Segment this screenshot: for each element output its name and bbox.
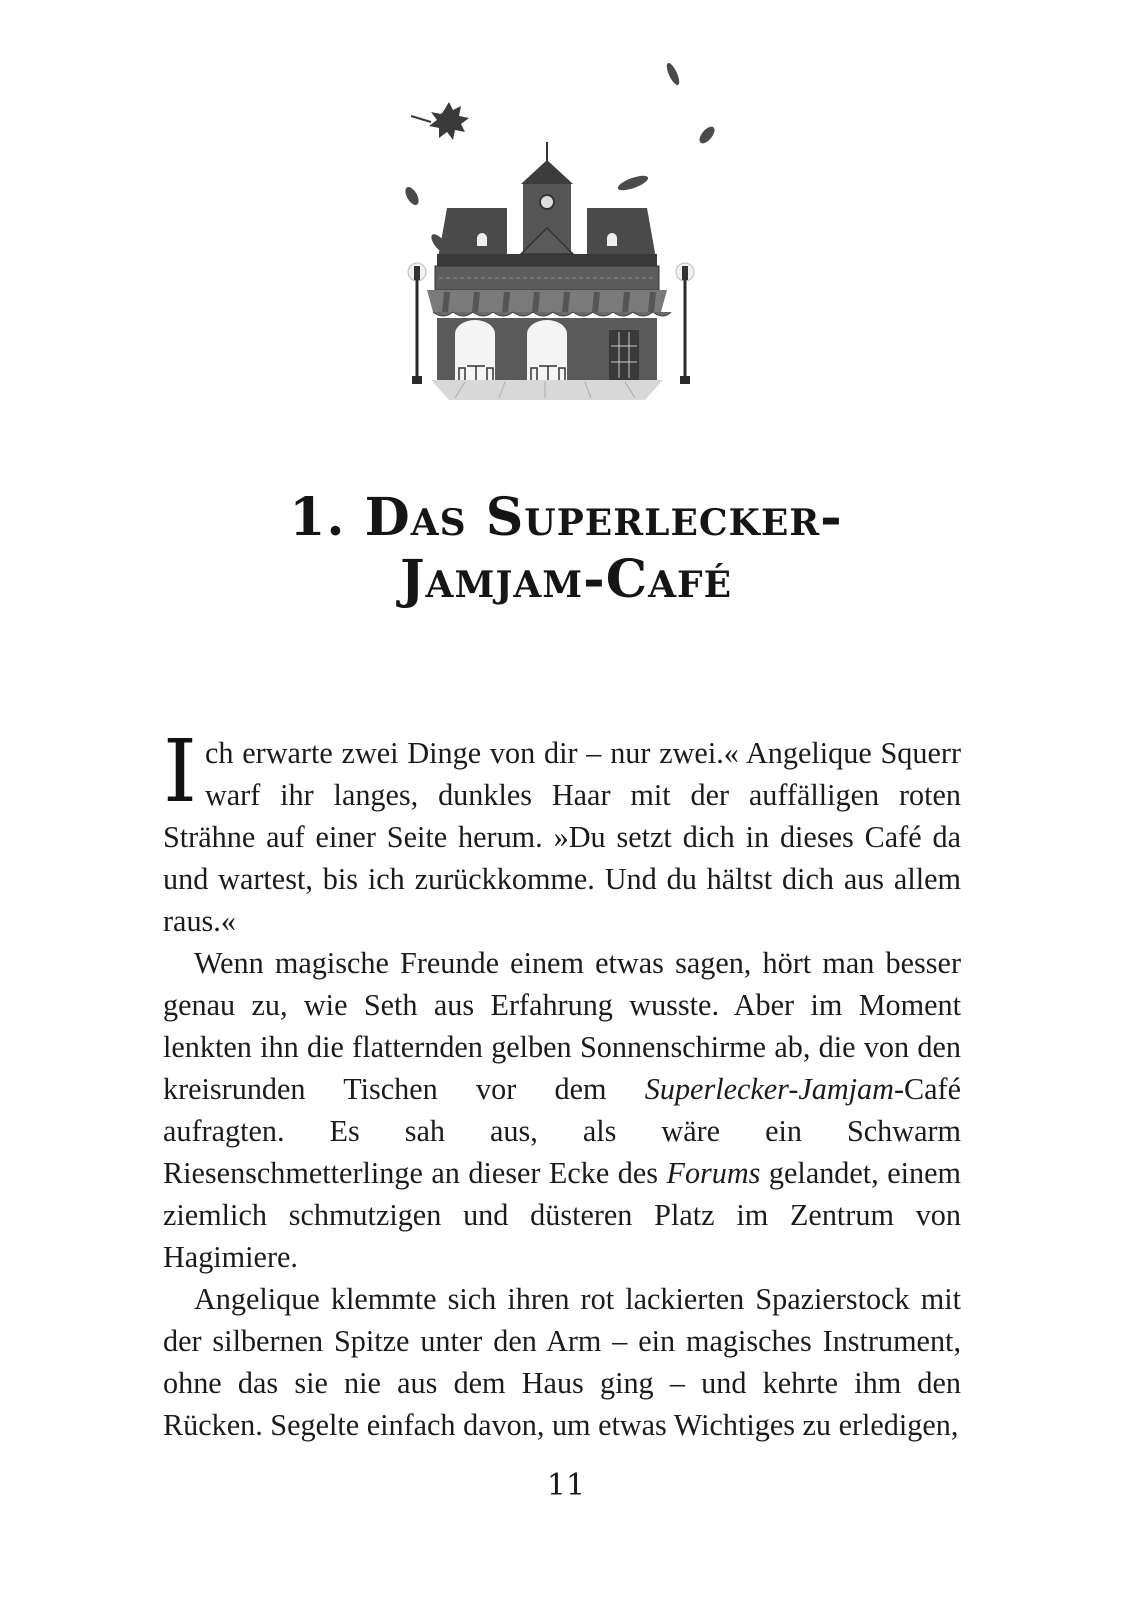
paragraph-1-text: ch erwarte zwei Dinge von dir – nur zwei.« Angelique Squerr warf ihr langes, dunkles Haar mit der auffälligen roten Strähne auf einer Seite herum. »Du setzt dich in dieses Café da und wartest, bis ich zurückkomme. Und du hältst dich aus allem raus.«: [163, 736, 961, 938]
street-lamp-left: [408, 263, 426, 384]
cafe-building-illustration: [395, 50, 725, 420]
chapter-body: [163, 722, 961, 1446]
paragraph-2-italic-forum: Forums: [666, 1156, 761, 1190]
drop-cap: I: [163, 722, 197, 822]
paragraph-2-text-b: -Café aufragten. Es sah aus, als wäre ein Schwarm Riesenschmetterlinge an dieser Ecke des: [163, 1072, 961, 1190]
leaf-icon: [403, 185, 422, 207]
leaf-icon: [616, 173, 649, 193]
leaf-icon: [697, 124, 718, 146]
maple-leaf-icon: [429, 102, 469, 140]
paragraph-2-italic-cafe-name: Superlecker-Jamjam: [644, 1072, 894, 1106]
paragraph-3: [163, 1278, 961, 1446]
page-number: 11: [546, 1468, 586, 1503]
chapter-title-line-1: 1. Das Superlecker-: [289, 486, 843, 548]
paragraph-1: [163, 722, 961, 942]
street-lamp-right: [676, 263, 694, 384]
chapter-title-line-2: Jamjam-Café: [399, 548, 733, 610]
leaf-icon: [664, 61, 681, 86]
chapter-title: [0, 487, 1132, 611]
paragraph-2-text-a: Wenn magische Freunde einem etwas sagen, hört man besser genau zu, wie Seth aus Erfahrung wusste. Aber im Moment lenkten ihn die flatternden gelben Sonnenschirme ab, die von den kreisrunden Tischen vor dem: [163, 946, 961, 1106]
paragraph-3-text: Angelique klemmte sich ihren rot lackierten Spazierstock mit der silbernen Spitze unter den Arm – ein magisches Instrument, ohne das sie nie aus dem Haus ging – und kehrte ihm den Rücken. Segelte einfach davon, um etwas Wichtiges zu erledigen,: [163, 1282, 961, 1442]
paragraph-2-text-c: gelandet, einem ziemlich schmutzigen und düsteren Platz im Zentrum von Hagimiere.: [163, 1156, 961, 1274]
paragraph-2: [163, 942, 961, 1278]
